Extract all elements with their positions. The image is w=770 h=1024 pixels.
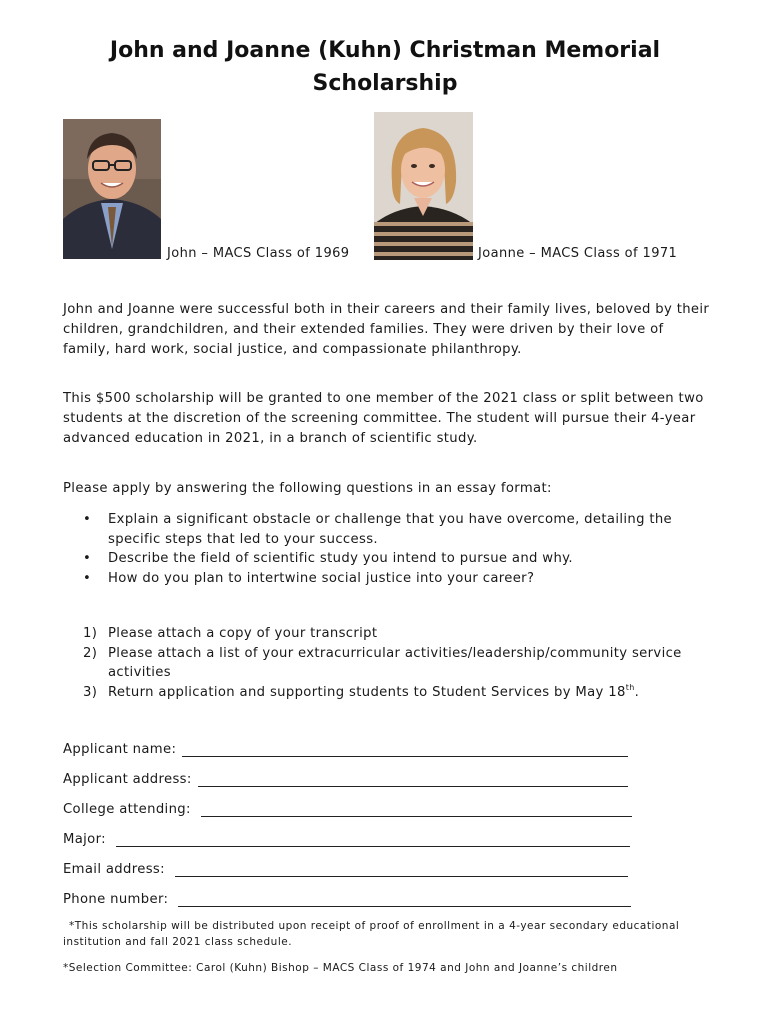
list-item — [63, 683, 713, 703]
requirement-text: Return application and supporting students to Student Services by May 18 — [108, 684, 626, 700]
applicant-name-label: Applicant name: — [63, 742, 177, 757]
list-item — [63, 510, 713, 549]
major-field[interactable] — [63, 827, 630, 847]
list-item — [63, 569, 713, 589]
college-attending-field[interactable] — [63, 797, 632, 817]
email-address-line[interactable] — [175, 861, 628, 877]
essay-questions — [63, 510, 713, 588]
sentence-end: . — [634, 684, 640, 700]
john-photo — [63, 119, 161, 259]
college-attending-label: College attending: — [63, 802, 191, 817]
phone-number-label: Phone number: — [63, 892, 169, 907]
email-address-label: Email address: — [63, 862, 165, 877]
list-number: 3) — [83, 684, 98, 700]
applicant-name-field[interactable] — [63, 737, 628, 757]
committee-note: *Selection Committee: Carol (Kuhn) Bishop – MACS Class of 1974 and John and Joanne’s children — [63, 962, 618, 974]
ordinal-suffix: th — [625, 682, 635, 692]
enrollment-note: *This scholarship will be distributed upon receipt of proof of enrollment in a 4-year secondary educational institution and fall 2021 class schedule. — [63, 920, 680, 948]
apply-instruction: Please apply by answering the following questions in an essay format: — [63, 481, 552, 496]
list-item — [63, 644, 713, 683]
college-attending-line[interactable] — [201, 801, 632, 817]
major-line[interactable] — [116, 831, 630, 847]
bullet-icon: • — [83, 570, 92, 586]
requirements-list — [63, 624, 713, 702]
grant-paragraph: This $500 scholarship will be granted to one member of the 2021 class or split between two students at the discretion of the screening committee. The student will pursue their 4-year advanced education in 2021, in a branch of scientific study. — [63, 391, 704, 446]
requirement-text: Please attach a copy of your transcript — [108, 626, 378, 641]
applicant-address-field[interactable] — [63, 767, 628, 787]
list-number: 2) — [83, 645, 98, 661]
major-label: Major: — [63, 832, 106, 847]
question-text: How do you plan to intertwine social justice into your career? — [108, 570, 535, 586]
requirement-text: Please attach a list of your extracurricular activities/leadership/community service activities — [108, 645, 682, 680]
question-text: Explain a significant obstacle or challenge that you have overcome, detailing the specific steps that led to your success. — [108, 512, 673, 547]
phone-number-field[interactable] — [63, 887, 631, 907]
question-text: Describe the field of scientific study you intend to pursue and why. — [108, 551, 573, 566]
intro-paragraph: John and Joanne were successful both in their careers and their family lives, beloved by their children, grandchildren, and their extended families. They were driven by their love of family, hard work, social justice, and compassionate philanthropy. — [63, 302, 710, 357]
joanne-caption: Joanne – MACS Class of 1971 — [478, 246, 678, 261]
bullet-icon: • — [83, 551, 92, 566]
list-item — [63, 549, 713, 569]
john-caption: John – MACS Class of 1969 — [167, 246, 350, 261]
bullet-icon: • — [83, 512, 92, 527]
applicant-address-line[interactable] — [198, 771, 628, 787]
document-title: John and Joanne (Kuhn) Christman Memorial Scholarship — [109, 38, 661, 96]
list-item — [63, 624, 713, 644]
email-address-field[interactable] — [63, 857, 628, 877]
phone-number-line[interactable] — [178, 891, 631, 907]
joanne-photo — [374, 112, 473, 260]
applicant-name-line[interactable] — [182, 741, 628, 757]
applicant-address-label: Applicant address: — [63, 772, 192, 787]
list-number: 1) — [83, 626, 98, 641]
